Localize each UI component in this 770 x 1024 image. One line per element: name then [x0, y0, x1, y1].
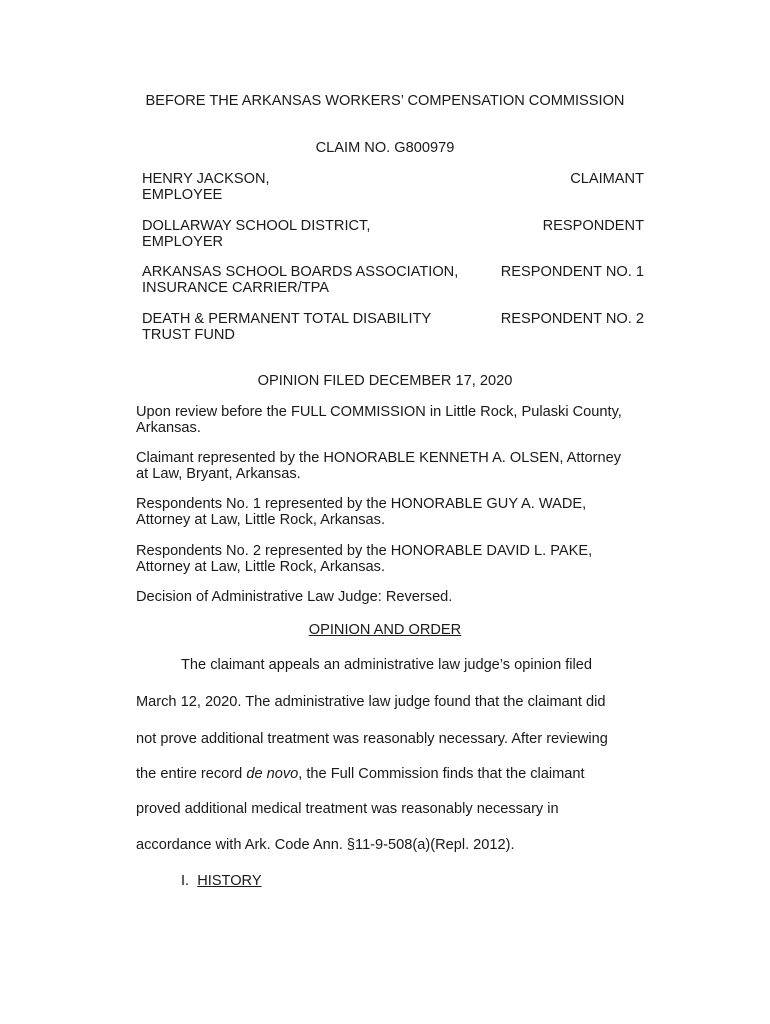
party-name: ARKANSAS SCHOOL BOARDS ASSOCIATION,	[142, 264, 459, 280]
respondent2-counsel-paragraph	[136, 543, 656, 575]
paragraph-line: Claimant represented by the HONORABLE KENNETH A. OLSEN, Attorney	[136, 450, 622, 466]
history-title: HISTORY	[197, 873, 262, 889]
party-role: RESPONDENT NO. 2	[500, 311, 644, 327]
party-role: CLAIMANT	[570, 171, 644, 187]
body-text: , the Full Commission finds that the claimant	[298, 766, 585, 782]
paragraph-line: Attorney at Law, Little Rock, Arkansas.	[136, 559, 386, 575]
body-line: proved additional medical treatment was reasonably necessary in	[136, 801, 559, 817]
paragraph-line: at Law, Bryant, Arkansas.	[136, 466, 301, 482]
commission-heading: BEFORE THE ARKANSAS WORKERS’ COMPENSATION COMMISSION	[145, 93, 625, 109]
history-heading	[181, 873, 262, 889]
paragraph-line: Upon review before the FULL COMMISSION in Little Rock, Pulaski County,	[136, 404, 622, 420]
party-role: RESPONDENT NO. 1	[500, 264, 644, 280]
body-line: March 12, 2020. The administrative law judge found that the claimant did	[136, 694, 606, 710]
paragraph-line: Respondents No. 2 represented by the HONORABLE DAVID L. PAKE,	[136, 543, 593, 559]
claim-number: CLAIM NO. G800979	[315, 140, 455, 156]
party-role: RESPONDENT	[542, 218, 644, 234]
party-name: DEATH & PERMANENT TOTAL DISABILITY	[142, 311, 432, 327]
paragraph-line: Attorney at Law, Little Rock, Arkansas.	[136, 512, 386, 528]
body-line: The claimant appeals an administrative law judge’s opinion filed	[181, 657, 593, 673]
party-designation: INSURANCE CARRIER/TPA	[142, 280, 330, 296]
opinion-and-order-heading	[0, 622, 770, 638]
claimant-counsel-paragraph	[136, 450, 656, 482]
body-line: accordance with Ark. Code Ann. §11-9-508(a)(Repl. 2012).	[136, 837, 515, 853]
party-designation: TRUST FUND	[142, 327, 235, 343]
body-line: not prove additional treatment was reasonably necessary. After reviewing	[136, 731, 608, 747]
section-numeral: I.	[181, 873, 190, 889]
alj-decision: Decision of Administrative Law Judge: Reversed.	[136, 589, 453, 605]
opinion-filed-date: OPINION FILED DECEMBER 17, 2020	[257, 373, 513, 389]
body-line	[136, 766, 585, 782]
paragraph-line: Arkansas.	[136, 420, 201, 436]
respondent1-counsel-paragraph	[136, 496, 656, 528]
paragraph-line: Respondents No. 1 represented by the HONORABLE GUY A. WADE,	[136, 496, 587, 512]
section-title: OPINION AND ORDER	[308, 622, 462, 638]
party-designation: EMPLOYEE	[142, 187, 223, 203]
party-name: DOLLARWAY SCHOOL DISTRICT,	[142, 218, 371, 234]
latin-term: de novo	[246, 766, 299, 782]
party-designation: EMPLOYER	[142, 234, 224, 250]
review-paragraph	[136, 404, 656, 436]
party-name: HENRY JACKSON,	[142, 171, 270, 187]
body-text: the entire record	[136, 766, 247, 782]
